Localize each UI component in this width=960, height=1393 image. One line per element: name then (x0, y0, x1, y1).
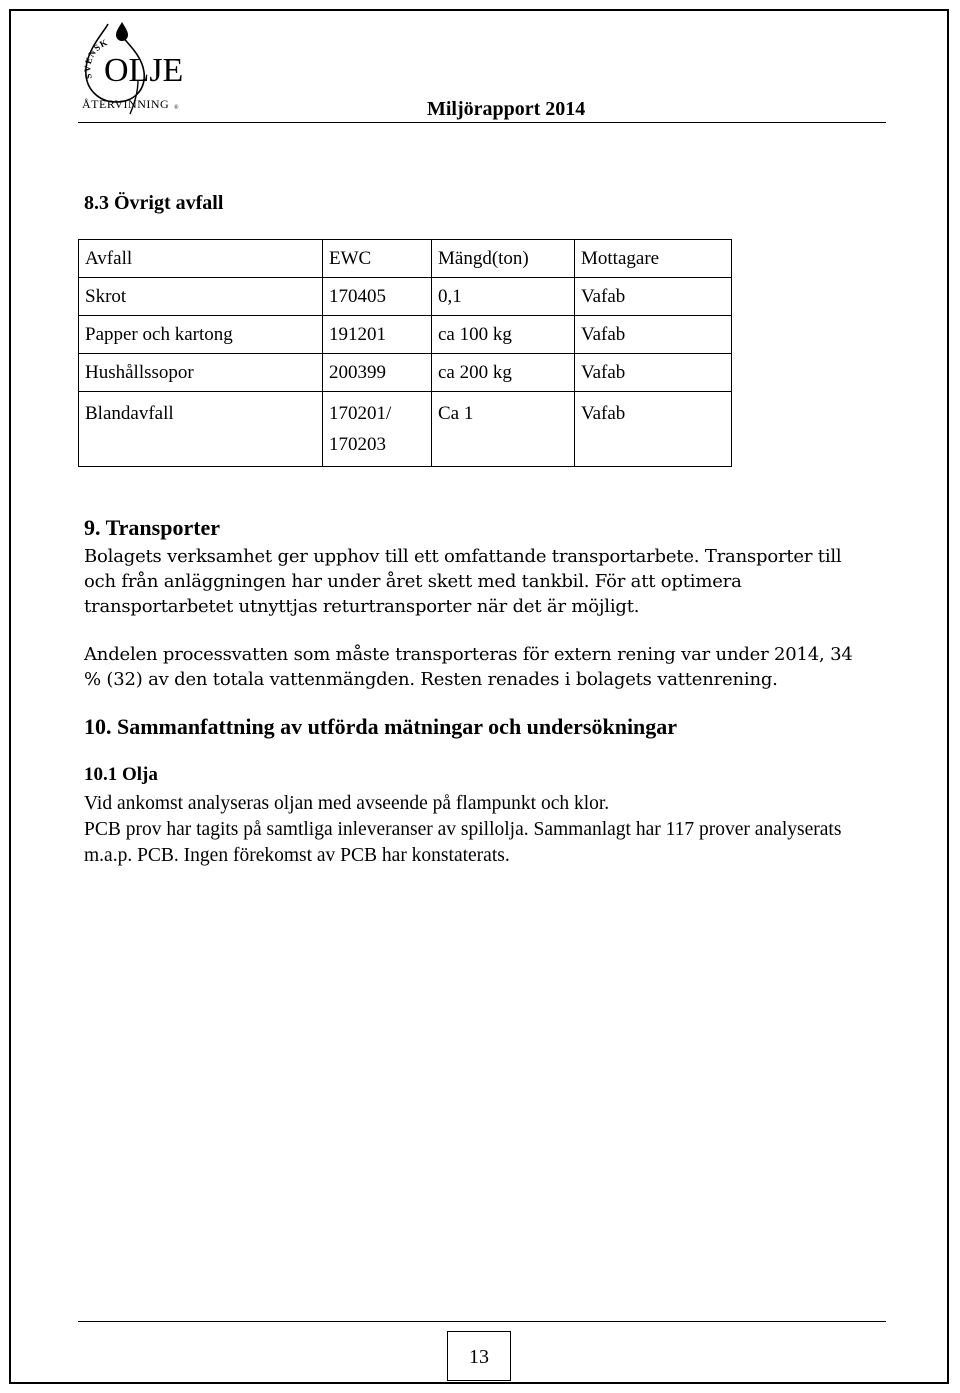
logo-sub-text: ÅTERVINNING (82, 97, 170, 111)
section-9-paragraph-1: Bolagets verksamhet ger upphov till ett omfattande transportarbete. Transporter till och från anläggningen har under året skett med tankbil. För att optimera transportarbetet utnyttjas returtransporter när det är möjligt. (84, 546, 842, 617)
svensk-olje-atervinning-logo (78, 18, 190, 118)
table-cell: Papper och kartong (79, 316, 323, 354)
table-header-cell: Mottagare (575, 240, 732, 278)
logo-arc-text: SVENSK (82, 36, 110, 80)
report-title: Miljörapport 2014 (427, 98, 586, 120)
table-row (79, 278, 732, 316)
table-header-cell: Avfall (79, 240, 323, 278)
table-row (79, 392, 732, 467)
table-cell-multiline (323, 392, 432, 467)
table-cell: Blandavfall (79, 392, 323, 467)
table-cell: Vafab (575, 354, 732, 392)
section-9-heading: 9. Transporter (84, 515, 221, 540)
footer-divider (78, 1321, 886, 1322)
logo-registered-mark: ® (174, 105, 179, 111)
table-cell: Vafab (575, 392, 732, 467)
page-number: 13 (447, 1331, 511, 1381)
table-cell: ca 200 kg (432, 354, 575, 392)
section-10-heading: 10. Sammanfattning av utförda mätningar och undersökningar (84, 714, 678, 739)
table-cell: 200399 (323, 354, 432, 392)
table-row (79, 316, 732, 354)
table-cell: Ca 1 (432, 392, 575, 467)
section-10-1-line-1: Vid ankomst analyseras oljan med avseende på flampunkt och klor. (84, 793, 610, 814)
table-cell: ca 100 kg (432, 316, 575, 354)
table-cell: Skrot (79, 278, 323, 316)
table-cell: 0,1 (432, 278, 575, 316)
section-10-1-heading: 10.1 Olja (84, 764, 158, 785)
table-cell: Hushållssopor (79, 354, 323, 392)
other-waste-table (78, 239, 732, 467)
page-border (9, 9, 949, 1384)
table-header-row (79, 240, 732, 278)
section-8-3-heading: 8.3 Övrigt avfall (84, 192, 224, 214)
table-cell: Vafab (575, 316, 732, 354)
ewc-code-line-1: 170201/ (329, 403, 392, 424)
table-cell: 191201 (323, 316, 432, 354)
table-cell: Vafab (575, 278, 732, 316)
table-header-cell: EWC (323, 240, 432, 278)
logo-main-text: OLJE (104, 52, 184, 89)
section-9-paragraph-2: Andelen processvatten som måste transporteras för extern rening var under 2014, 34 % (32) av den totala vattenmängden. Resten renades i bolagets vattenrening. (84, 644, 853, 690)
table-cell: 170405 (323, 278, 432, 316)
table-row (79, 354, 732, 392)
header-divider (78, 122, 886, 123)
section-10-1-paragraph: PCB prov har tagits på samtliga inleveranser av spillolja. Sammanlagt har 117 prover analyserats m.a.p. PCB. Ingen förekomst av PCB har konstaterats. (84, 819, 842, 866)
ewc-code-line-2: 170203 (329, 434, 386, 455)
table-header-cell: Mängd(ton) (432, 240, 575, 278)
